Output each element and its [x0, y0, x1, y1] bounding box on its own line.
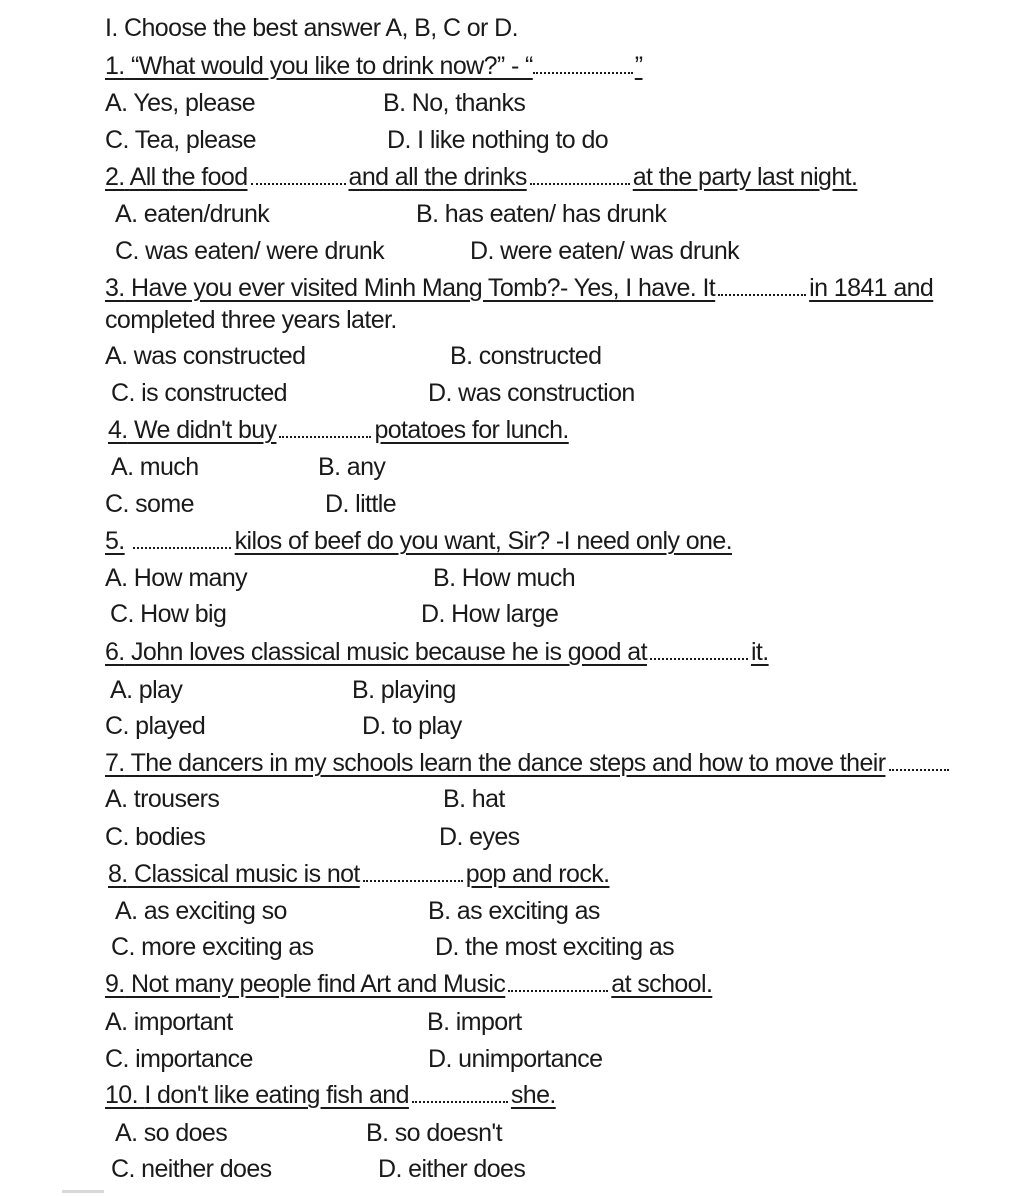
option-d[interactable]: D. was construction	[428, 379, 635, 407]
question-number: 6.	[105, 638, 125, 666]
option-b[interactable]: B. No, thanks	[383, 89, 526, 117]
option-b[interactable]: B. as exciting as	[428, 897, 600, 925]
option-a[interactable]: A. important	[105, 1008, 233, 1036]
question-7-stem	[105, 748, 949, 778]
option-a[interactable]: A. Yes, please	[105, 89, 256, 117]
answer-blank	[508, 986, 608, 992]
question-text-end: potatoes for lunch.	[374, 416, 569, 444]
question-text-end: in 1841 and	[809, 274, 934, 302]
option-a[interactable]: A. much	[111, 453, 199, 481]
option-b[interactable]: B. constructed	[450, 342, 602, 370]
answer-blank	[412, 1097, 508, 1103]
answer-blank	[650, 654, 748, 660]
option-a[interactable]: A. eaten/drunk	[115, 200, 270, 228]
question-10-stem	[105, 1080, 556, 1110]
question-text: We didn't buy	[134, 416, 277, 444]
question-text: Not many people find Art and Music	[131, 970, 506, 998]
option-d[interactable]: D. How large	[421, 600, 559, 628]
question-9-stem	[105, 969, 712, 999]
option-c[interactable]: C. importance	[105, 1045, 253, 1073]
option-a[interactable]: A. as exciting so	[115, 897, 287, 925]
option-d[interactable]: D. either does	[378, 1155, 526, 1183]
question-number: 3.	[105, 274, 125, 302]
question-text: “What would you like to drink now?” - “	[131, 52, 533, 80]
question-text-end: kilos of beef do you want, Sir? -I need only one.	[234, 527, 732, 555]
question-text-end: at the party last night.	[632, 163, 858, 191]
option-c[interactable]: C. How big	[110, 600, 227, 628]
option-c[interactable]: C. is constructed	[111, 379, 287, 407]
question-text: All the food	[129, 163, 248, 191]
question-3-stem-line2: completed three years later.	[105, 306, 397, 334]
option-a[interactable]: A. so does	[115, 1119, 228, 1147]
option-d[interactable]: D. to play	[362, 712, 462, 740]
option-d[interactable]: D. were eaten/ was drunk	[470, 237, 740, 265]
question-number: 9.	[105, 970, 125, 998]
option-d[interactable]: D. I like nothing to do	[387, 126, 609, 154]
question-number: 10.	[105, 1081, 138, 1109]
option-b[interactable]: B. has eaten/ has drunk	[416, 200, 667, 228]
answer-blank	[279, 432, 371, 438]
question-number: 8.	[108, 860, 128, 888]
question-number: 1.	[105, 52, 125, 80]
option-c[interactable]: C. was eaten/ were drunk	[115, 237, 385, 265]
option-a[interactable]: A. play	[110, 676, 183, 704]
question-text-end: at school.	[611, 970, 713, 998]
question-text: John loves classical music because he is good at	[131, 638, 647, 666]
option-a[interactable]: A. trousers	[105, 785, 220, 813]
question-text-end: ”	[634, 52, 643, 80]
option-d[interactable]: D. the most exciting as	[435, 933, 675, 961]
answer-blank	[718, 290, 806, 296]
option-b[interactable]: B. hat	[443, 785, 505, 813]
question-text: The dancers in my schools learn the dance steps and how to move their	[130, 749, 886, 777]
option-d[interactable]: D. unimportance	[428, 1045, 603, 1073]
option-b[interactable]: B. import	[427, 1008, 522, 1036]
question-number: 7.	[105, 749, 125, 777]
option-c[interactable]: C. Tea, please	[105, 126, 256, 154]
answer-blank	[363, 876, 463, 882]
question-6-stem	[105, 637, 769, 667]
option-c[interactable]: C. more exciting as	[111, 933, 314, 961]
option-b[interactable]: B. playing	[352, 676, 456, 704]
answer-blank	[133, 543, 231, 549]
question-1-stem	[105, 51, 643, 81]
answer-blank	[530, 179, 630, 185]
page-edge-mark	[62, 1190, 104, 1193]
question-text-end: she.	[510, 1081, 556, 1109]
question-text-end: pop and rock.	[465, 860, 610, 888]
option-c[interactable]: C. some	[105, 490, 194, 518]
question-text-end: it.	[750, 638, 769, 666]
question-text: Classical music is not	[134, 860, 360, 888]
question-3-stem	[105, 273, 933, 303]
question-5-stem	[105, 526, 732, 556]
question-number: 5.	[105, 527, 125, 555]
option-c[interactable]: C. played	[105, 712, 206, 740]
option-c[interactable]: C. neither does	[111, 1155, 272, 1183]
option-b[interactable]: B. any	[318, 453, 386, 481]
option-b[interactable]: B. so doesn't	[366, 1119, 502, 1147]
option-d[interactable]: D. little	[325, 490, 397, 518]
section-title: I. Choose the best answer A, B, C or D.	[105, 14, 518, 42]
option-c[interactable]: C. bodies	[105, 823, 206, 851]
question-4-stem	[108, 415, 569, 445]
option-a[interactable]: A. How many	[105, 564, 248, 592]
option-b[interactable]: B. How much	[433, 564, 576, 592]
answer-blank	[533, 68, 633, 74]
question-text: I don't like eating fish and	[144, 1081, 409, 1109]
answer-blank	[251, 179, 346, 185]
question-text: and all the drinks	[348, 163, 527, 191]
question-text: Have you ever visited Minh Mang Tomb?- Yes, I have. It	[131, 274, 716, 302]
answer-blank	[889, 765, 949, 771]
question-number: 4.	[108, 416, 128, 444]
option-a[interactable]: A. was constructed	[105, 342, 306, 370]
option-d[interactable]: D. eyes	[439, 823, 520, 851]
question-2-stem	[105, 162, 857, 192]
question-8-stem	[108, 859, 609, 889]
question-number: 2.	[105, 163, 125, 191]
